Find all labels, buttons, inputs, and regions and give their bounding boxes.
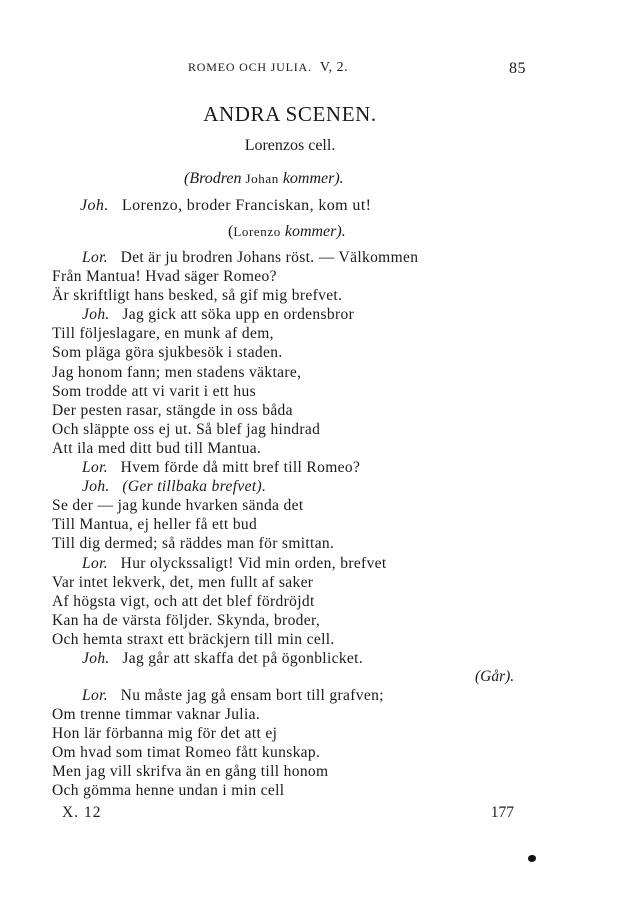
signature-mark: X. 12 — [62, 804, 102, 821]
stage-direction-enter-johan — [184, 170, 344, 188]
inline-stage-direction: (Ger tillbaka brefvet). — [122, 478, 267, 496]
verse-text: Och hemta straxt ett bräckjern till min cell. — [52, 630, 335, 648]
running-head — [188, 60, 348, 76]
speaker-label: Lor. — [82, 554, 108, 572]
verse-line — [52, 401, 532, 420]
verse-line — [52, 248, 532, 267]
speaker-label: Lor. — [82, 459, 108, 477]
sd-johan-name: Johan — [245, 171, 279, 186]
verse-text: Det är ju brodren Johans röst. — Välkommen — [120, 249, 419, 266]
speaker-label: Lor. — [82, 687, 108, 704]
verse-line — [52, 382, 532, 401]
verse-text: Men jag vill skrifva än en gång till honom — [52, 763, 329, 781]
verse-line — [52, 781, 532, 800]
verse-line — [52, 686, 532, 705]
speech-text: Lorenzo, broder Franciskan, kom ut! — [121, 197, 372, 214]
sheet-number: 177 — [490, 804, 514, 821]
verse-text: Se der — jag kunde hvarken sända det — [52, 497, 304, 515]
verse-text: Till följeslagare, en munk af dem, — [52, 325, 274, 343]
verse-text: Jag gick att söka upp en ordensbror — [122, 306, 355, 324]
running-head-title: ROMEO OCH JULIA. — [188, 60, 312, 74]
verse-line — [52, 343, 532, 362]
sd-johan-pre: Brodren — [189, 170, 242, 187]
verse-text: Och släppte oss ej ut. Så blef jag hindrad — [52, 420, 321, 438]
exit-direction: (Går). — [475, 668, 515, 685]
speaker-label: Joh. — [82, 649, 110, 667]
verse-text: Hvem förde då mitt bref till Romeo? — [120, 459, 361, 477]
act-scene-ref: V, 2. — [319, 60, 349, 75]
verse-line — [52, 439, 532, 458]
speaker-label: Joh. — [82, 306, 110, 324]
verse-line — [52, 762, 532, 781]
verse-line — [52, 592, 532, 611]
dialogue-block — [52, 248, 532, 668]
dialogue-block-2 — [52, 686, 532, 801]
ink-spot — [528, 855, 536, 862]
verse-text: Nu måste jag gå ensam bort till grafven; — [120, 687, 384, 704]
verse-line — [52, 611, 532, 630]
verse-text: Är skriftligt hans besked, så gif mig brefvet. — [52, 287, 343, 305]
verse-text: Från Mantua! Hvad säger Romeo? — [52, 268, 277, 286]
verse-text: Hon lär förbanna mig för det att ej — [52, 725, 278, 743]
verse-line — [52, 534, 532, 553]
verse-line — [52, 324, 532, 343]
verse-text: Af högsta vigt, och att det blef fördröjdt — [52, 592, 315, 610]
verse-line — [52, 573, 532, 592]
verse-line — [52, 743, 532, 762]
verse-text: Jag honom fann; men stadens väktare, — [52, 363, 302, 381]
verse-line — [52, 477, 532, 496]
verse-line — [52, 267, 532, 286]
scene-setting: Lorenzos cell. — [244, 137, 336, 154]
page-number: 85 — [509, 60, 526, 77]
verse-line — [52, 705, 532, 724]
verse-text: Till Mantua, ej heller få ett bud — [52, 516, 258, 534]
verse-text: Som pläga göra sjukbesök i staden. — [52, 344, 283, 362]
speaker-label: Joh. — [80, 197, 109, 214]
verse-text: Hur olyckssaligt! Vid min orden, brefvet — [120, 554, 387, 572]
sd-johan-post: kommer). — [282, 170, 344, 187]
verse-text: Till dig dermed; så räddes man för smittan. — [52, 535, 335, 553]
verse-line — [52, 286, 532, 305]
verse-line — [52, 363, 532, 382]
verse-text: Kan ha de värsta följder. Skynda, broder, — [52, 611, 321, 629]
verse-line — [52, 630, 532, 649]
verse-text: Var intet lekverk, det, men fullt af saker — [52, 573, 314, 591]
sd-open-paren: ( — [184, 170, 190, 187]
sd-open-paren-2: ( — [228, 223, 234, 240]
verse-line — [52, 515, 532, 534]
speaker-label: Joh. — [82, 478, 110, 496]
verse-line — [52, 420, 532, 439]
verse-line — [52, 458, 532, 477]
verse-text: Der pesten rasar, stängde in oss båda — [52, 401, 293, 419]
verse-text: Om hvad som timat Romeo fått kunskap. — [52, 744, 321, 762]
verse-line — [52, 649, 532, 668]
stage-direction-enter-lorenzo — [228, 223, 346, 241]
sd-lorenzo-post: kommer). — [284, 223, 346, 240]
first-speech — [80, 197, 371, 215]
verse-line — [52, 554, 532, 573]
verse-text: Om trenne timmar vaknar Julia. — [52, 706, 261, 724]
sd-lorenzo-name: Lorenzo — [233, 224, 281, 239]
verse-text: Som trodde att vi varit i ett hus — [52, 382, 256, 400]
verse-text: Och gömma henne undan i min cell — [52, 782, 285, 800]
verse-text: Jag går att skaffa det på ögonblicket. — [122, 649, 364, 667]
verse-line — [52, 496, 532, 515]
verse-line — [52, 305, 532, 324]
verse-line — [52, 724, 532, 743]
scene-title: ANDRA SCENEN. — [203, 102, 377, 126]
verse-text: Att ila med ditt bud till Mantua. — [52, 439, 262, 457]
speaker-label: Lor. — [82, 249, 108, 266]
